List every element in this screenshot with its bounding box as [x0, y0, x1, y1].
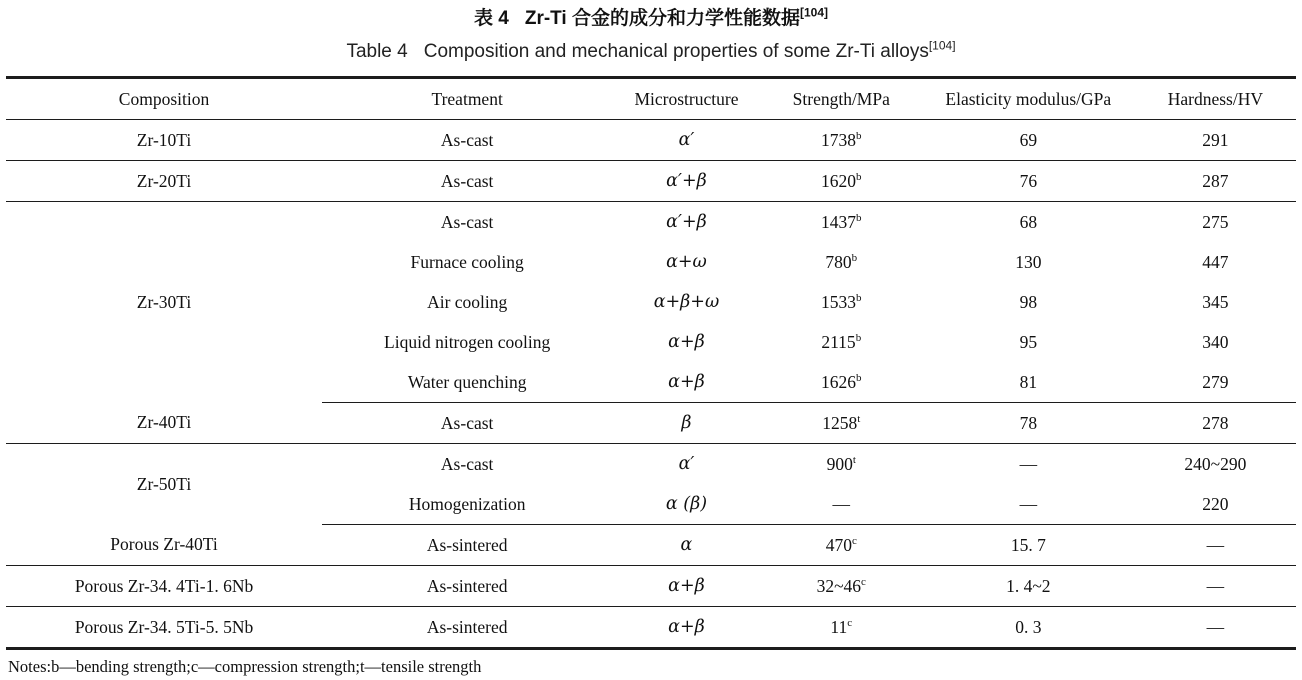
modulus-cell: 95: [1019, 331, 1038, 352]
strength-value: 1620: [821, 170, 857, 191]
table-row: [6, 525, 1296, 566]
strength-superscript: b: [851, 251, 858, 264]
treatment-cell: Liquid nitrogen cooling: [384, 331, 551, 352]
microstructure-cell: α+ω: [666, 252, 707, 272]
strength-superscript: b: [856, 129, 862, 142]
col-header-modulus: Elasticity modulus/GPa: [922, 78, 1135, 120]
strength-superscript: c: [847, 616, 853, 629]
hardness-cell: 291: [1135, 120, 1296, 161]
hardness-cell: 240~290: [1184, 453, 1247, 474]
modulus-cell: 68: [1019, 211, 1038, 232]
strength-value: 32~46: [816, 575, 862, 596]
microstructure-cell: α+β: [668, 617, 705, 637]
strength-cell: [761, 362, 922, 403]
treatment-cell: As-cast: [440, 453, 494, 474]
microstructure-cell: α′+β: [612, 161, 760, 202]
header-row: [6, 78, 1296, 120]
hardness-cell: 220: [1135, 484, 1296, 525]
modulus-cell: 15. 7: [922, 525, 1135, 566]
strength-cell: [761, 403, 922, 444]
strength-cell: [761, 525, 922, 566]
modulus-cell: 76: [922, 161, 1135, 202]
strength-cell: [761, 202, 922, 243]
table-caption-en-label: Table 4: [346, 41, 408, 62]
table-row: [6, 161, 1296, 202]
composition-cell: Zr-30Ti: [136, 291, 192, 312]
strength-cell: [761, 322, 922, 362]
strength-value: —: [832, 493, 851, 514]
table-caption-cn-text: Zr-Ti 合金的成分和力学性能数据: [524, 8, 800, 29]
hardness-cell: 287: [1135, 161, 1296, 202]
hardness-cell: 447: [1202, 251, 1229, 272]
hardness-cell: 340: [1202, 331, 1229, 352]
strength-value: 780: [825, 251, 852, 272]
microstructure-cell: α+β: [668, 332, 705, 352]
alloy-properties-table: [6, 76, 1296, 650]
strength-superscript: b: [856, 371, 862, 384]
col-header-composition: Composition: [6, 78, 322, 120]
table-row: [6, 403, 1296, 444]
citation-ref-cn: [104]: [800, 5, 829, 20]
microstructure-cell: α: [612, 525, 760, 566]
hardness-cell: —: [1135, 525, 1296, 566]
col-header-treatment: Treatment: [322, 78, 612, 120]
table-row: [6, 202, 1296, 243]
microstructure-cell: α′+β: [666, 212, 707, 232]
treatment-cell: As-cast: [322, 161, 612, 202]
modulus-cell: —: [922, 484, 1135, 525]
modulus-cell: 1. 4~2: [922, 566, 1135, 607]
treatment-cell: As-cast: [440, 211, 494, 232]
composition-cell: Zr-20Ti: [6, 161, 322, 202]
strength-cell: [761, 607, 922, 649]
table-row: [6, 566, 1296, 607]
col-header-hardness: Hardness/HV: [1135, 78, 1296, 120]
modulus-cell: 81: [922, 362, 1135, 403]
strength-superscript: b: [856, 211, 862, 224]
table-row: [6, 120, 1296, 161]
strength-value: 470: [825, 534, 852, 555]
strength-value: 11: [830, 616, 848, 637]
microstructure-cell: α′: [612, 120, 760, 161]
treatment-cell: Homogenization: [322, 484, 612, 525]
strength-value: 2115: [821, 331, 856, 352]
strength-superscript: b: [855, 331, 862, 344]
composition-cell: Porous Zr-34. 4Ti-1. 6Nb: [6, 566, 322, 607]
strength-value: 1437: [821, 211, 857, 232]
composition-cell: Porous Zr-34. 5Ti-5. 5Nb: [74, 616, 254, 637]
treatment-cell: As-sintered: [322, 566, 612, 607]
strength-cell: [761, 242, 922, 282]
hardness-cell: 345: [1202, 291, 1229, 312]
strength-superscript: c: [851, 534, 857, 547]
citation-ref-en: [104]: [928, 38, 956, 53]
microstructure-cell: α+β+ω: [653, 292, 720, 312]
modulus-cell: 0. 3: [1015, 616, 1042, 637]
strength-value: 1738: [821, 129, 857, 150]
microstructure-cell: α+β: [612, 362, 760, 403]
strength-superscript: c: [861, 575, 866, 588]
strength-cell: [761, 161, 922, 202]
treatment-cell: Water quenching: [322, 362, 612, 403]
microstructure-cell: β: [612, 403, 760, 444]
table-caption-english: [0, 40, 1302, 64]
strength-superscript: t: [857, 412, 861, 425]
hardness-cell: 278: [1135, 403, 1296, 444]
strength-cell: [761, 120, 922, 161]
modulus-cell: 98: [1019, 291, 1038, 312]
hardness-cell: 275: [1202, 211, 1229, 232]
microstructure-cell: α′: [678, 454, 695, 474]
treatment-cell: Furnace cooling: [410, 251, 524, 272]
treatment-cell: Air cooling: [427, 291, 508, 312]
composition-cell: Zr-10Ti: [6, 120, 322, 161]
treatment-cell: As-sintered: [426, 616, 508, 637]
col-header-microstructure: Microstructure: [612, 78, 760, 120]
treatment-cell: As-cast: [322, 120, 612, 161]
treatment-cell: As-sintered: [322, 525, 612, 566]
modulus-cell: 78: [922, 403, 1135, 444]
col-header-strength: Strength/MPa: [761, 78, 922, 120]
strength-superscript: b: [856, 170, 862, 183]
strength-superscript: t: [852, 453, 856, 466]
table-footnotes: Notes:b—bending strength;c—compression strength;t—tensile strength: [8, 657, 482, 676]
table-caption-chinese: [0, 0, 1302, 31]
table-row: [6, 607, 1296, 649]
strength-value: 1533: [821, 291, 857, 312]
table-caption-en-text: Composition and mechanical properties of some Zr-Ti alloys: [423, 41, 929, 62]
strength-value: 1258: [822, 412, 858, 433]
strength-cell: [761, 444, 922, 485]
hardness-cell: —: [1206, 616, 1225, 637]
strength-value: 1626: [821, 371, 857, 392]
strength-cell: [761, 484, 922, 525]
strength-value: 900: [826, 453, 853, 474]
strength-cell: [761, 566, 922, 607]
composition-cell: Zr-50Ti: [136, 473, 192, 494]
modulus-cell: 130: [1015, 251, 1042, 272]
strength-superscript: b: [856, 291, 862, 304]
treatment-cell: As-cast: [322, 403, 612, 444]
table-caption-cn-label: 表 4: [473, 8, 509, 29]
modulus-cell: 69: [922, 120, 1135, 161]
modulus-cell: —: [1019, 453, 1038, 474]
composition-cell: Zr-40Ti: [6, 403, 322, 444]
strength-cell: [761, 282, 922, 322]
hardness-cell: —: [1135, 566, 1296, 607]
hardness-cell: 279: [1135, 362, 1296, 403]
microstructure-cell: α+β: [612, 566, 760, 607]
microstructure-cell: α (β): [612, 484, 760, 525]
composition-cell: Porous Zr-40Ti: [6, 525, 322, 566]
table-row: [6, 444, 1296, 485]
